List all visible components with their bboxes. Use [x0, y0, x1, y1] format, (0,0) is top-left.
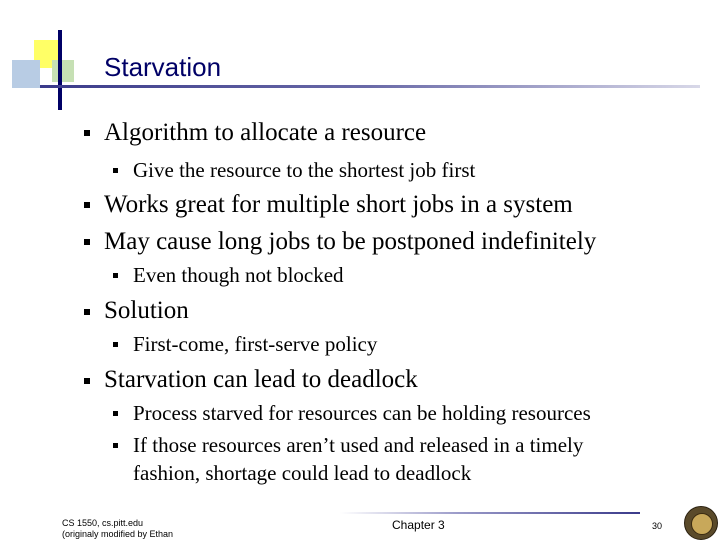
seal-center: [691, 513, 713, 535]
bullet-marker: [84, 130, 90, 136]
sub-bullet-marker: [113, 168, 118, 173]
sub-bullet-item: Even though not blocked: [133, 263, 344, 287]
bullet-marker: [84, 309, 90, 315]
bullet-item: Works great for multiple short jobs in a system: [104, 191, 573, 218]
sub-bullet-item: Give the resource to the shortest job first: [133, 158, 476, 182]
title-ornament-blue-square: [12, 60, 40, 88]
footer-source-line1: CS 1550, cs.pitt.edu: [62, 518, 144, 528]
title-underline: [40, 85, 700, 88]
footer-page-number: 30: [652, 521, 663, 531]
footer-chapter: Chapter 3: [392, 518, 445, 532]
bullet-item: Starvation can lead to deadlock: [104, 366, 418, 393]
footer-source: [62, 518, 173, 540]
title-ornament-green-square: [52, 60, 74, 82]
slide-title: Starvation: [104, 52, 222, 82]
bullet-item: Solution: [104, 297, 189, 324]
sub-bullet-continuation: fashion, shortage could lead to deadlock: [133, 461, 472, 485]
sub-bullet-marker: [113, 273, 118, 278]
bullet-marker: [84, 202, 90, 208]
university-seal-icon: [684, 506, 718, 540]
footer-source-line2: (originaly modified by Ethan: [62, 529, 174, 539]
footer-rule: [340, 512, 640, 514]
title-ornament-vertical-rule: [58, 30, 62, 110]
bullet-marker: [84, 378, 90, 384]
sub-bullet-marker: [113, 411, 118, 416]
sub-bullet-item: If those resources aren’t used and released in a timely: [133, 433, 584, 457]
sub-bullet-item: Process starved for resources can be holding resources: [133, 401, 591, 425]
sub-bullet-marker: [113, 342, 118, 347]
bullet-item: May cause long jobs to be postponed indefinitely: [104, 228, 597, 255]
bullet-item: Algorithm to allocate a resource: [104, 119, 427, 146]
bullet-marker: [84, 239, 90, 245]
sub-bullet-marker: [113, 443, 118, 448]
sub-bullet-item: First-come, first-serve policy: [133, 332, 378, 356]
